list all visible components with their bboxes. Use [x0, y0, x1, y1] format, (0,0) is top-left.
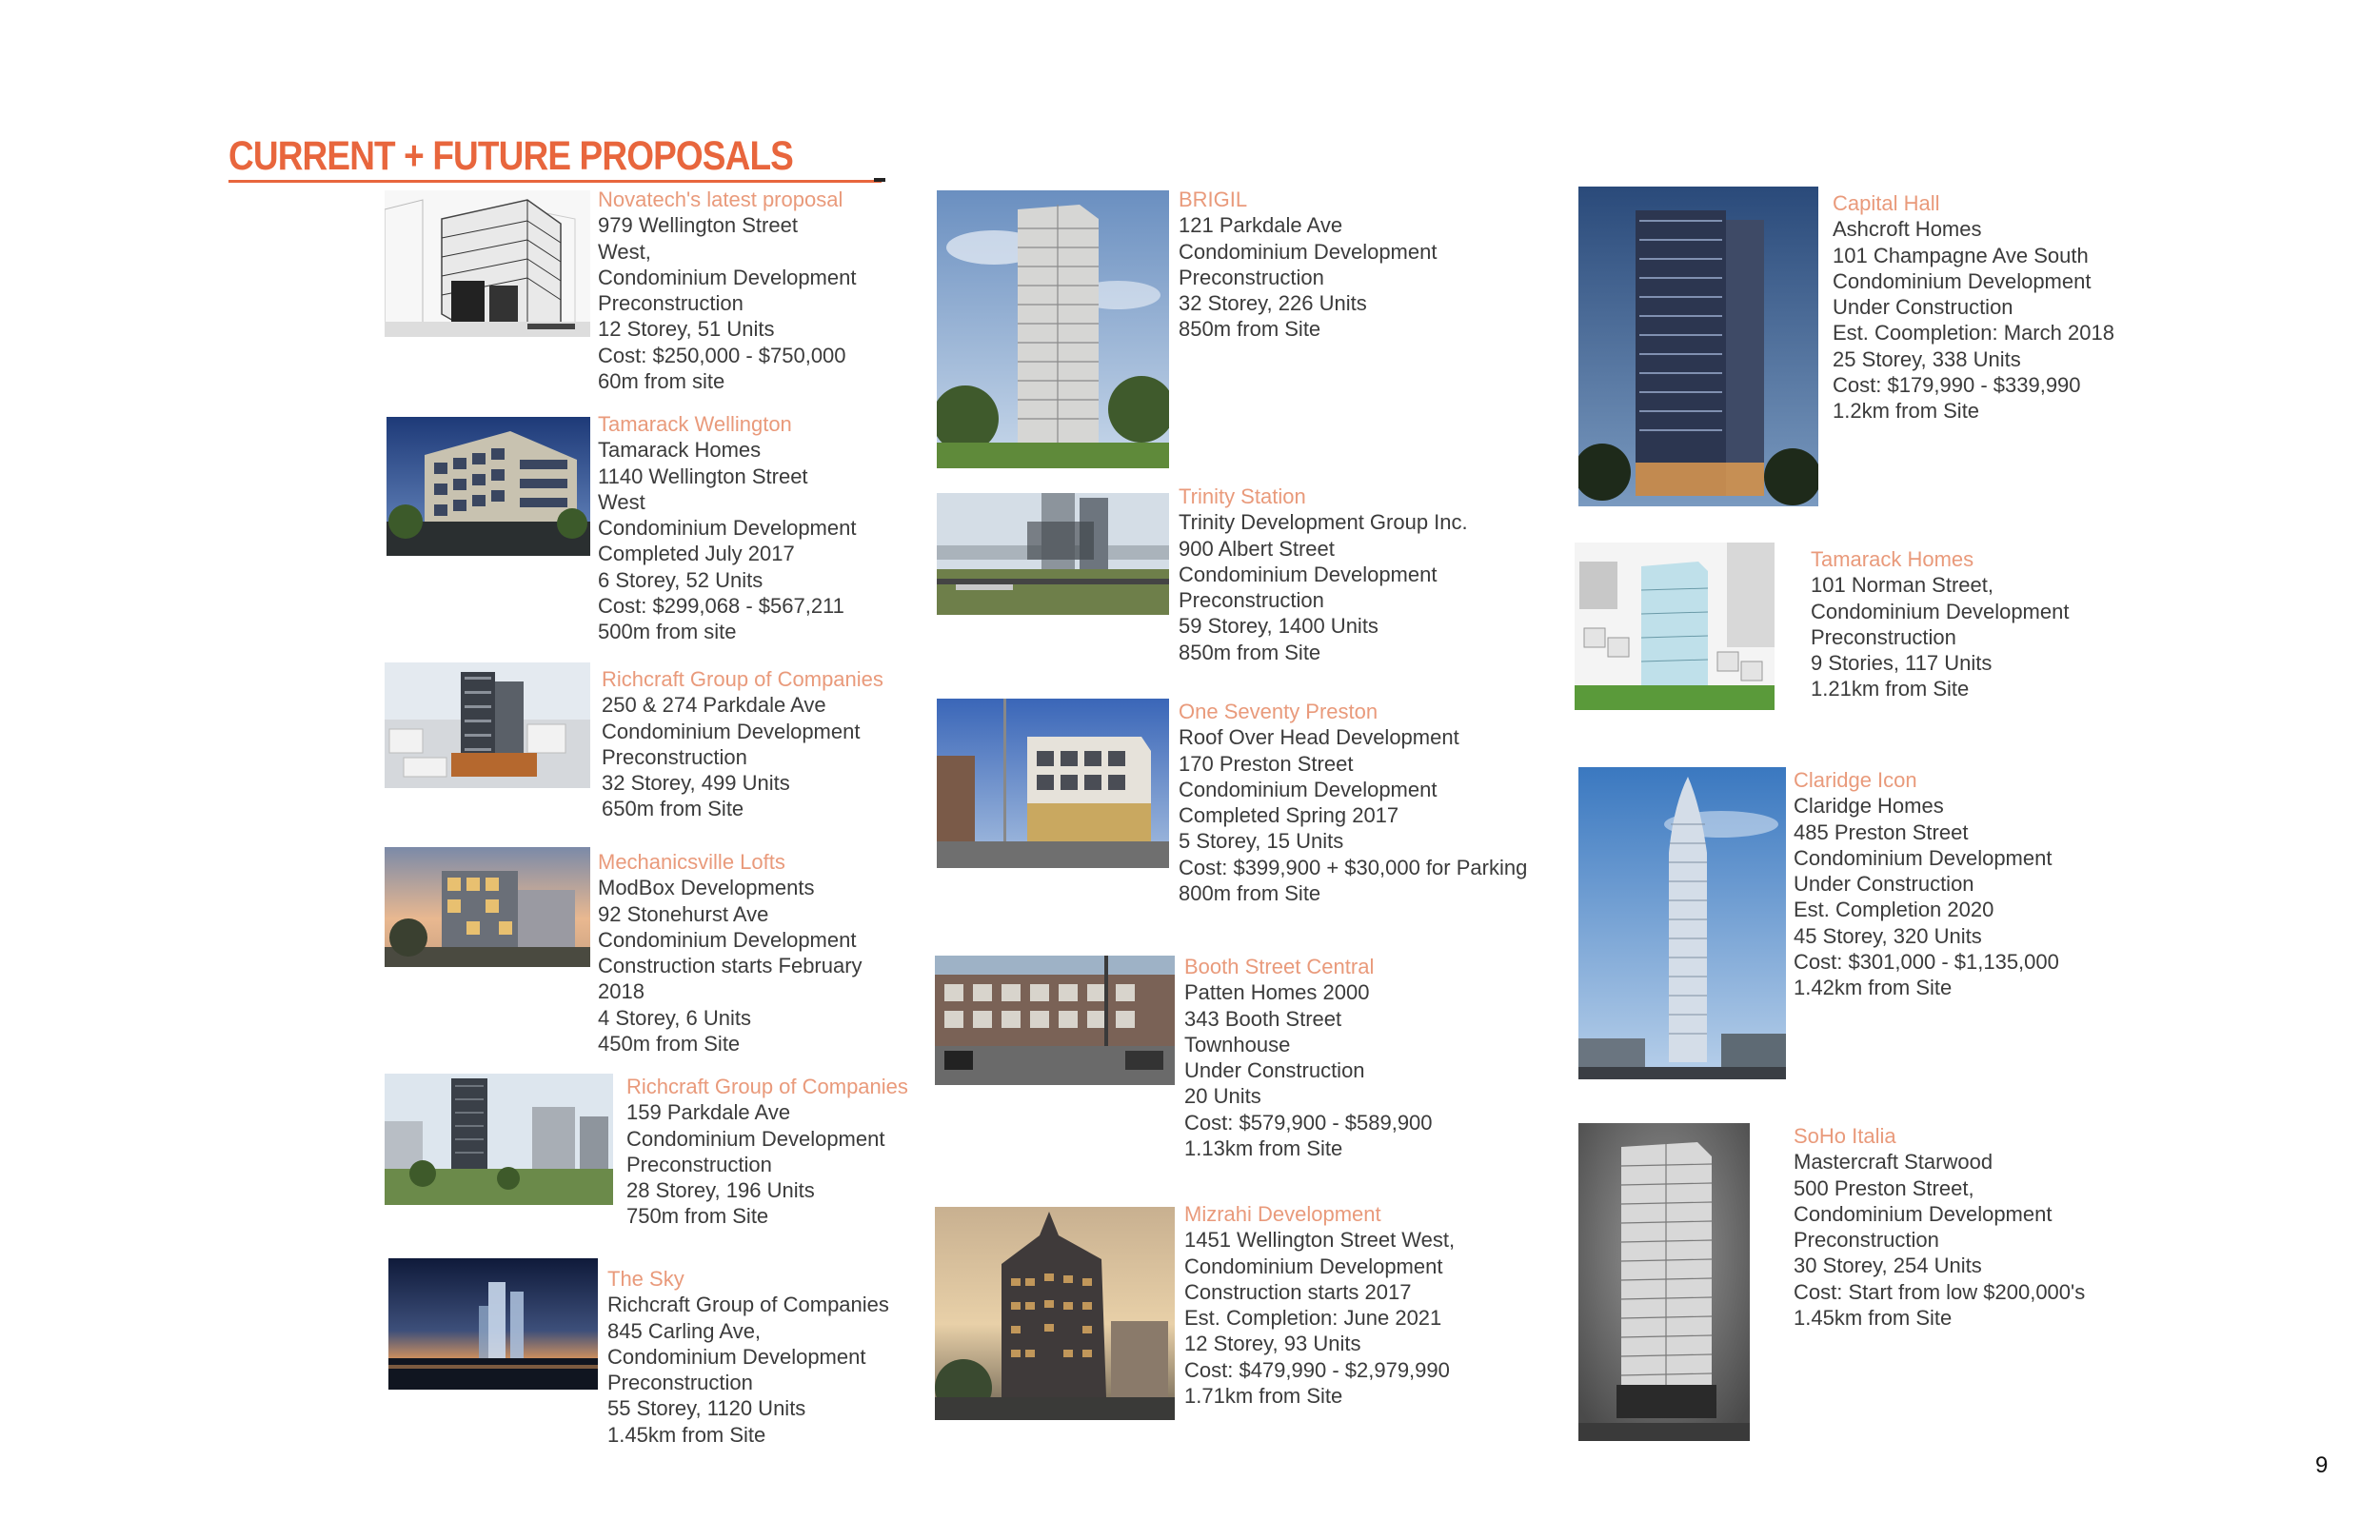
proposal-detail: Roof Over Head Development [1179, 725, 1459, 750]
proposal-detail: Cost: Start from low $200,000's [1794, 1279, 2086, 1304]
proposal-detail: 800m from Site [1179, 881, 1321, 906]
proposal-image-tamarack-wellington [387, 417, 590, 556]
proposal-card [602, 666, 883, 822]
proposal-detail: Preconstruction [602, 744, 747, 769]
proposal-detail: Condominium Development [626, 1126, 885, 1151]
proposal-detail: 1.21km from Site [1811, 677, 1970, 701]
proposal-detail: Richcraft Group of Companies [607, 1293, 889, 1317]
proposal-image-mechanicsville-lofts [385, 847, 590, 967]
proposal-detail: 850m from Site [1179, 317, 1321, 342]
proposal-detail: 20 Units [1184, 1084, 1261, 1109]
proposal-detail: Completed Spring 2017 [1179, 803, 1399, 828]
proposal-name: Novatech's latest proposal [598, 188, 843, 211]
proposal-detail: West, [598, 239, 651, 264]
proposal-detail: Mastercraft Starwood [1794, 1150, 1993, 1175]
proposal-detail: Cost: $299,068 - $567,211 [598, 594, 844, 619]
proposal-name: Capital Hall [1833, 191, 1940, 215]
proposal-name: Trinity Station [1179, 484, 1306, 508]
proposal-detail: 2018 [598, 979, 645, 1004]
proposal-detail: 1.45km from Site [1794, 1306, 1953, 1331]
proposal-image-tamarack-homes [1575, 543, 1775, 710]
proposal-detail: Construction starts February [598, 954, 863, 978]
proposal-card [1179, 484, 1468, 665]
proposal-name: Richcraft Group of Companies [602, 667, 883, 691]
proposal-detail: 12 Storey, 51 Units [598, 317, 775, 342]
proposal-detail: 450m from Site [598, 1032, 741, 1056]
page-number: 9 [2315, 1452, 2329, 1478]
proposal-image-one-seventy-preston [937, 699, 1169, 868]
proposal-detail: Est. Completion 2020 [1794, 898, 1994, 922]
proposal-card [1184, 1201, 1455, 1409]
proposal-name: Mizrahi Development [1184, 1202, 1381, 1226]
proposal-detail: Preconstruction [1811, 624, 1956, 649]
proposal-detail: Cost: $579,900 - $589,900 [1184, 1110, 1433, 1135]
proposal-detail: Condominium Development [1179, 562, 1438, 586]
proposal-detail: Condominium Development [1794, 845, 2053, 870]
proposal-detail: Cost: $399,900 + $30,000 for Parking [1179, 855, 1528, 879]
proposal-detail: West [598, 489, 645, 514]
proposal-detail: 101 Norman Street, [1811, 573, 1993, 598]
proposal-detail: Condominium Development [602, 719, 861, 743]
proposal-card [607, 1266, 889, 1448]
proposal-name: Booth Street Central [1184, 955, 1375, 978]
proposal-image-soho-italia [1578, 1123, 1750, 1441]
proposal-detail: 1.45km from Site [607, 1422, 766, 1447]
proposal-image-the-sky [388, 1258, 598, 1390]
proposal-card [1794, 767, 2059, 1001]
proposal-detail: 6 Storey, 52 Units [598, 567, 764, 592]
proposal-detail: 500 Preston Street, [1794, 1175, 1974, 1200]
proposal-detail: Preconstruction [1179, 265, 1324, 289]
proposal-detail: 101 Champagne Ave South [1833, 243, 2089, 267]
proposal-detail: 485 Preston Street [1794, 819, 1969, 844]
page-title: CURRENT + FUTURE PROPOSALS [228, 133, 793, 179]
proposal-name: Claridge Icon [1794, 768, 1917, 792]
proposal-card [1179, 699, 1527, 906]
proposal-name: One Seventy Preston [1179, 700, 1378, 723]
proposal-detail: Condominium Development [1179, 777, 1438, 801]
proposal-image-claridge-icon [1578, 767, 1786, 1079]
proposal-detail: Under Construction [1184, 1058, 1365, 1083]
proposal-card [1811, 546, 2069, 702]
proposal-detail: Condominium Development [1184, 1254, 1443, 1278]
proposal-detail: Trinity Development Group Inc. [1179, 510, 1468, 535]
proposal-detail: 159 Parkdale Ave [626, 1100, 791, 1125]
proposal-detail: Claridge Homes [1794, 794, 1944, 819]
proposal-name: The Sky [607, 1267, 684, 1291]
proposal-card [626, 1074, 908, 1230]
proposal-image-capital-hall [1578, 187, 1818, 506]
proposal-detail: Condominium Development [1179, 239, 1438, 264]
proposal-detail: Condominium Development [598, 927, 857, 952]
proposal-detail: 343 Booth Street [1184, 1006, 1342, 1031]
proposal-image-richcraft-159-parkdale [385, 1074, 613, 1205]
proposal-image-booth-street-central [935, 956, 1175, 1085]
title-underline [228, 180, 882, 183]
proposal-name: Richcraft Group of Companies [626, 1075, 908, 1098]
proposal-detail: Preconstruction [626, 1152, 772, 1176]
proposal-detail: Cost: $250,000 - $750,000 [598, 343, 846, 367]
proposal-image-brigil [937, 190, 1169, 468]
proposal-detail: ModBox Developments [598, 876, 815, 900]
proposal-name: BRIGIL [1179, 188, 1248, 211]
proposal-detail: 30 Storey, 254 Units [1794, 1254, 1982, 1278]
proposal-detail: Ashcroft Homes [1833, 217, 1982, 242]
proposal-detail: 1451 Wellington Street West, [1184, 1228, 1456, 1253]
proposal-detail: 750m from Site [626, 1204, 769, 1229]
proposal-detail: 1.13km from Site [1184, 1136, 1343, 1161]
proposal-detail: 845 Carling Ave, [607, 1318, 762, 1343]
proposal-detail: 45 Storey, 320 Units [1794, 923, 1982, 948]
proposal-detail: 55 Storey, 1120 Units [607, 1396, 806, 1421]
proposal-card [598, 411, 856, 645]
proposal-detail: 9 Stories, 117 Units [1811, 651, 1993, 676]
proposal-detail: 170 Preston Street [1179, 751, 1354, 776]
proposal-image-trinity-station [937, 493, 1169, 615]
proposal-detail: Cost: $479,990 - $2,979,990 [1184, 1357, 1450, 1382]
proposal-detail: Patten Homes 2000 [1184, 980, 1370, 1005]
proposal-detail: Condominium Development [1833, 268, 2092, 293]
proposal-detail: 850m from Site [1179, 640, 1321, 664]
proposal-detail: Preconstruction [607, 1371, 753, 1395]
proposal-detail: Condominium Development [598, 265, 857, 289]
proposal-card [598, 849, 863, 1056]
proposal-detail: 121 Parkdale Ave [1179, 213, 1343, 238]
proposal-image-mizrahi-development [935, 1207, 1175, 1420]
proposal-detail: 60m from site [598, 369, 725, 394]
proposal-detail: Est. Completion: June 2021 [1184, 1306, 1442, 1331]
proposal-detail: 32 Storey, 499 Units [602, 771, 790, 796]
proposal-image-novatech [385, 190, 590, 337]
proposal-detail: 1.42km from Site [1794, 976, 1953, 1000]
proposal-detail: Completed July 2017 [598, 542, 795, 566]
proposal-image-richcraft-parkdale [385, 662, 590, 788]
proposal-detail: Condominium Development [607, 1344, 866, 1369]
proposal-detail: Townhouse [1184, 1032, 1291, 1056]
proposal-detail: Preconstruction [1794, 1228, 1939, 1253]
proposal-card [1184, 954, 1433, 1161]
proposal-detail: Cost: $179,990 - $339,990 [1833, 373, 2081, 398]
proposal-detail: 250 & 274 Parkdale Ave [602, 693, 826, 718]
proposal-detail: 12 Storey, 93 Units [1184, 1332, 1361, 1356]
proposal-detail: 900 Albert Street [1179, 536, 1335, 561]
proposal-card [1794, 1123, 2085, 1331]
proposal-card [598, 187, 856, 394]
proposal-detail: 1.2km from Site [1833, 399, 1980, 424]
proposal-name: Mechanicsville Lofts [598, 850, 785, 874]
title-underline-tail [874, 178, 885, 182]
proposal-detail: Tamarack Homes [598, 438, 762, 463]
proposal-detail: Cost: $301,000 - $1,135,000 [1794, 950, 2059, 975]
proposal-detail: Construction starts 2017 [1184, 1279, 1412, 1304]
proposal-card [1833, 190, 2114, 424]
proposal-detail: 650m from Site [602, 797, 744, 821]
proposal-detail: 4 Storey, 6 Units [598, 1005, 751, 1030]
proposal-detail: 59 Storey, 1400 Units [1179, 614, 1378, 639]
proposal-name: SoHo Italia [1794, 1124, 1896, 1148]
proposal-detail: 28 Storey, 196 Units [626, 1178, 815, 1203]
proposal-detail: 979 Wellington Street [598, 213, 798, 238]
proposal-detail: 92 Stonehurst Ave [598, 901, 769, 926]
proposal-detail: Preconstruction [1179, 588, 1324, 613]
proposal-detail: 500m from site [598, 620, 737, 644]
proposal-detail: 1140 Wellington Street [598, 464, 808, 488]
proposal-card [1179, 187, 1437, 343]
proposal-name: Tamarack Homes [1811, 547, 1974, 571]
proposal-detail: Preconstruction [598, 291, 744, 316]
proposal-detail: Under Construction [1794, 872, 1974, 897]
proposal-detail: 25 Storey, 338 Units [1833, 346, 2021, 371]
proposal-detail: Condominium Development [1794, 1201, 2053, 1226]
proposal-name: Tamarack Wellington [598, 412, 792, 436]
proposal-detail: Under Construction [1833, 295, 2013, 320]
proposal-detail: 1.71km from Site [1184, 1384, 1343, 1409]
proposal-detail: 5 Storey, 15 Units [1179, 829, 1344, 854]
proposal-detail: Est. Coompletion: March 2018 [1833, 321, 2114, 346]
proposal-detail: Condominium Development [598, 516, 857, 541]
proposal-detail: 32 Storey, 226 Units [1179, 291, 1367, 316]
proposal-detail: Condominium Development [1811, 599, 2070, 623]
